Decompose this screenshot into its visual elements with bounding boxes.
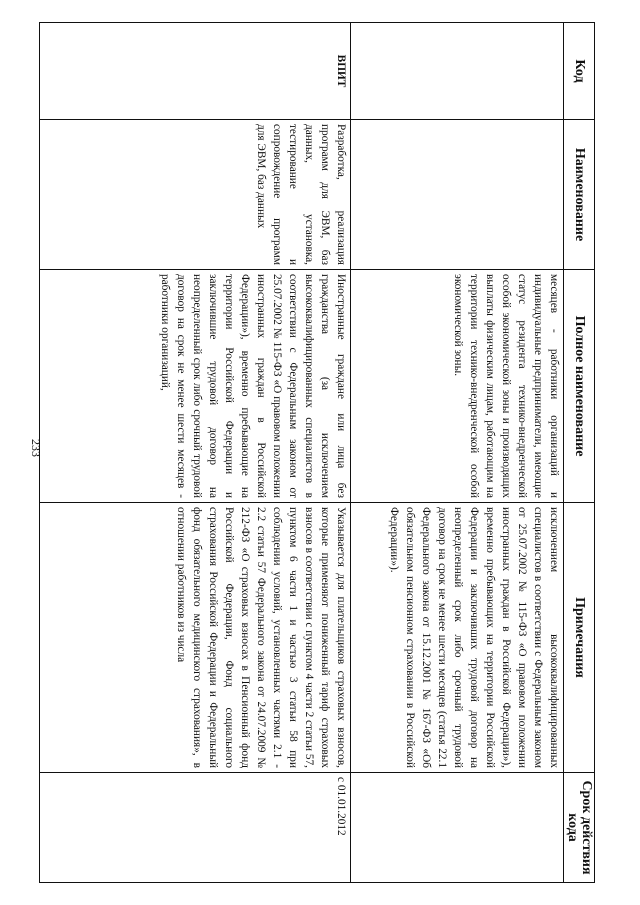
rotated-page [45, 22, 595, 882]
row-validity [40, 773, 351, 883]
table-row [351, 23, 564, 883]
row-notes-text: Указывается для плательщиков страховых взносов, которые применяют пониженный тариф страховых взносов в соответствии с пунктом 4 части 2 статьи 57, пунктом 6 части 1 и частью 3 статьи 58 при соблюдении условий, установленных частями 2.1 - 2.2 статьи 57 Федерального закона от 24.07.2009 № 212-ФЗ «О страховых взносах в Пенсионный фонд Российской Федерации, Фонд социального страхования Российской Федерации и Федеральный фонд обязательного медицинского страхования», в отношении работников из числа [175, 507, 347, 768]
page-number: 233 [29, 439, 43, 457]
row-full-name-text: месяцев - работники организаций и индивидуальные предприниматели, имеющие статус резидента технико-внедренческой особой экономической зоны и производящих выплаты физическим лицам, работающим на территории технико-внедренческой особой экономической зоны. [452, 274, 560, 498]
table-header-row [564, 23, 595, 883]
row-notes-text: исключением высококвалифицированных специалистов в соответствии с Федеральным законом от 25.07.2002 № 115-ФЗ «О правовом положении иностранных граждан в Российской Федерации»), временно пребывающих на территории Российской Федерации и заключивших трудовой договор на неопределенный срок либо срочный трудовой договор на срок не менее шести месяцев (статья 22.1 Федерального закона от 15.12.2001 № 167-ФЗ «Об обязательном пенсионном страховании в Российской Федерации»). [388, 507, 560, 768]
row-code [40, 23, 351, 120]
table-row [40, 23, 351, 883]
header-full-name: Полное наименование [564, 270, 595, 503]
row-code-text: ВПИТ [335, 54, 347, 88]
row-notes [351, 503, 564, 773]
row-full-name-text: Иностранные граждане или лица без гражданства (за исключением высококвалифицированных специалистов в соответствии с Федеральным законом от 25.07.2002 № 115-ФЗ «О правовом положении иностранных граждан в Российской Федерации»), временно пребывающие на территории Российской Федерации и заключившие трудовой договор на неопределенный срок либо срочный трудовой договор на срок не менее шести месяцев - работники организаций, [159, 274, 347, 498]
row-validity-text: с 01.01.2012 [335, 777, 347, 836]
row-name [351, 120, 564, 270]
row-validity-text [352, 777, 562, 878]
codes-table [39, 22, 595, 883]
row-full-name [40, 270, 351, 503]
header-code: Код [564, 23, 595, 120]
row-name-text [352, 124, 562, 265]
header-notes: Примечания [564, 503, 595, 773]
row-code [351, 23, 564, 120]
row-full-name [351, 270, 564, 503]
row-name-text: Разработка, реализация программ для ЭВМ, баз данных, установка, тестирование и сопровождение программ для ЭВМ, баз данных [255, 124, 347, 265]
header-validity: Срок действия кода [564, 773, 595, 883]
header-name: Наименование [564, 120, 595, 270]
row-name [40, 120, 351, 270]
row-notes [40, 503, 351, 773]
row-validity [351, 773, 564, 883]
row-code-text [352, 27, 562, 115]
